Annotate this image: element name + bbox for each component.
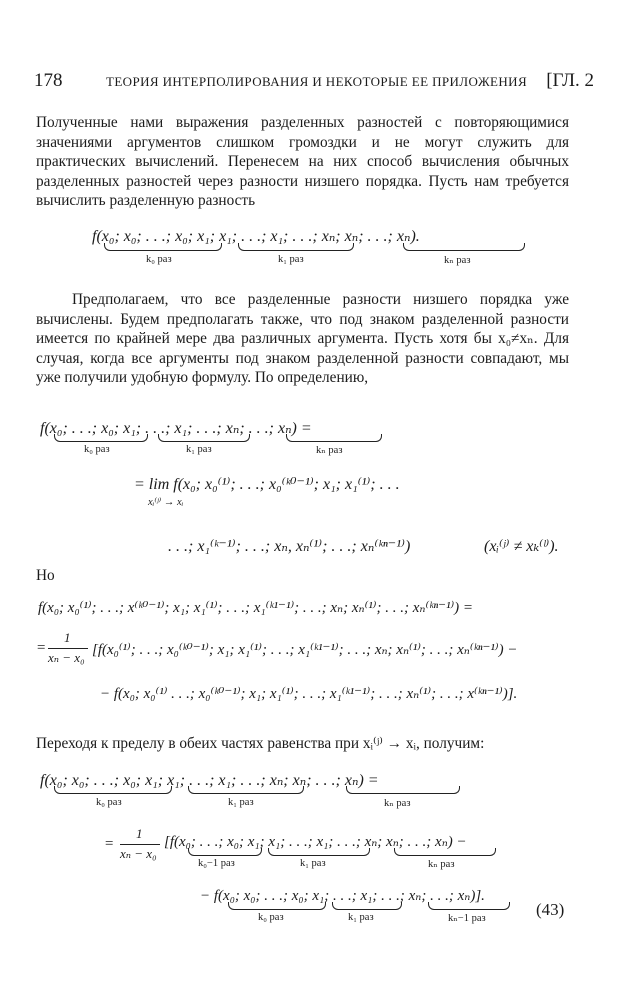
brace-k1 [238, 243, 354, 251]
brace-k0 [104, 243, 222, 251]
fraction-denominator-2: xₙ − x₀ [120, 846, 157, 861]
paragraph-2: Предполагаем, что все разделенные разности низшего порядка уже вычислены. Будем предполагать также, что под знаком разделенной разности имеется по крайней мере два различных аргумента. Пусть хотя бы x₀≠xₙ. Для случая, когда все аргументы под знаком разделенной разности совпадают, мы уже получили удобную формулу. По определению, [36, 291, 569, 387]
formula-result-first: [f(x₀; . . .; x₀; x₁; x₁; . . .; x₁; . . .; xₙ; xₙ; . . .; xₙ) − [164, 834, 467, 850]
brace-label-k0-2: k₀ раз [84, 444, 110, 455]
equation-number: (43) [536, 900, 565, 919]
formula-result-lhs: f(x₀; x₀; . . .; x₀; x₁; x₁; . . .; x₁; . . .; xₙ; xₙ; . . .; xₙ) = [40, 772, 379, 789]
brace-label-k1-6: k₁ раз [348, 912, 374, 923]
brace-label-knm1: kₙ−1 раз [448, 913, 486, 924]
brace-label-k1: k₁ раз [278, 254, 304, 265]
brace-k1-2 [158, 434, 250, 442]
brace-label-kn-5: kₙ раз [428, 859, 455, 870]
chapter-label: [ГЛ. 2 [546, 70, 594, 91]
formula-result-second: − f(x₀; x₀; . . .; x₀; x₁; . . .; x₁; . . .; xₙ; . . .; xₙ)]. [200, 888, 485, 904]
formula-definition-lhs: f(x₀; . . .; x₀; x₁; . . .; x₁; . . .; xₙ; . . .; xₙ) = [40, 420, 312, 437]
brace-k1-4 [188, 786, 304, 794]
brace-kn [403, 243, 525, 251]
brace-label-k0-6: k₀ раз [258, 912, 284, 923]
brace-k0m1 [188, 848, 262, 856]
formula-condition: (xᵢ⁽ʲ⁾ ≠ xₖ⁽ˡ⁾). [484, 538, 559, 555]
brace-k1-5 [268, 848, 370, 856]
brace-label-k0: k₀ раз [146, 254, 172, 265]
brace-label-kn-2: kₙ раз [316, 445, 343, 456]
brace-k0-2 [54, 434, 148, 442]
brace-label-k0-4: k₀ раз [96, 797, 122, 808]
formula-definition-tail: . . .; x₁⁽ᵏ⁻¹⁾; . . .; xₙ, xₙ⁽¹⁾; . . .; xₙ⁽ᵏⁿ⁻¹⁾) [168, 538, 411, 555]
brace-label-k1-2: k₁ раз [186, 444, 212, 455]
brace-k1-6 [332, 902, 402, 910]
formula-recurrence-second: − f(x₀; x₀⁽¹⁾ . . .; x₀⁽ᵏ⁰⁻¹⁾; x₁; x₁⁽¹⁾; . . .; x₁⁽ᵏ¹⁻¹⁾; . . .; xₙ⁽¹⁾; . . .; x⁽ᵏⁿ⁻¹⁾)]. [100, 686, 518, 702]
brace-label-k1-5: k₁ раз [300, 858, 326, 869]
equals-sign: = [36, 640, 47, 656]
brace-label-kn-4: kₙ раз [384, 798, 411, 809]
brace-label-k0m1: k₀−1 раз [198, 858, 235, 869]
fraction-numerator-2: 1 [136, 826, 143, 841]
limit-subscript: xᵢ⁽ʲ⁾ → xᵢ [148, 497, 184, 508]
brace-kn-4 [346, 786, 460, 794]
brace-label-k1-4: k₁ раз [228, 797, 254, 808]
running-title: ТЕОРИЯ ИНТЕРПОЛИРОВАНИЯ И НЕКОТОРЫЕ ЕЕ ПРИЛОЖЕНИЯ [106, 74, 528, 89]
word-no: Но [36, 567, 55, 584]
paragraph-1: Полученные нами выражения разделенных разностей с повторяющимися значениями аргументов слишком громоздки и не могут служить для практических вычислений. Перенесем на них способ вычисления обычных разделенных разностей через разности низшего порядка. Пусть нам требуется вычислить разделенную разность [36, 114, 569, 210]
brace-label-kn: kₙ раз [444, 255, 471, 266]
fraction-numerator: 1 [64, 630, 71, 645]
fraction-bar-2 [120, 844, 160, 845]
formula-divided-difference: f(x₀; x₀; . . .; x₀; x₁; x₁; . . .; x₁; . . .; xₙ; xₙ; . . .; xₙ). [92, 228, 420, 245]
formula-definition-limit: = lim f(x₀; x₀⁽¹⁾; . . .; x₀⁽ᵏ⁰⁻¹⁾; x₁; x₁⁽¹⁾; . . . [134, 476, 400, 493]
equals-sign-2: = [104, 836, 115, 852]
brace-kn-5 [394, 848, 496, 856]
fraction-bar [48, 648, 88, 649]
brace-kn-2 [286, 434, 382, 442]
fraction-denominator: xₙ − x₀ [48, 650, 85, 665]
formula-recurrence-first: [f(x₀⁽¹⁾; . . .; x₀⁽ᵏ⁰⁻¹⁾; x₁; x₁⁽¹⁾; . . .; x₁⁽ᵏ¹⁻¹⁾; . . .; xₙ; xₙ⁽¹⁾; . . .; xₙ⁽ᵏⁿ⁻¹⁾) − [92, 642, 518, 658]
brace-knm1 [428, 902, 510, 910]
brace-k0-6 [228, 902, 326, 910]
page-number: 178 [34, 70, 63, 91]
brace-k0-4 [54, 786, 172, 794]
formula-recurrence-lhs: f(x₀; x₀⁽¹⁾; . . .; x⁽ᵏ⁰⁻¹⁾; x₁; x₁⁽¹⁾; . . .; x₁⁽ᵏ¹⁻¹⁾; . . .; xₙ; xₙ⁽¹⁾; . . .; xₙ⁽ᵏⁿ⁻¹⁾) = [38, 600, 474, 616]
paragraph-3: Переходя к пределу в обеих частях равенства при xᵢ⁽ʲ⁾ → xᵢ, получим: [36, 735, 485, 752]
page-header [34, 70, 594, 96]
